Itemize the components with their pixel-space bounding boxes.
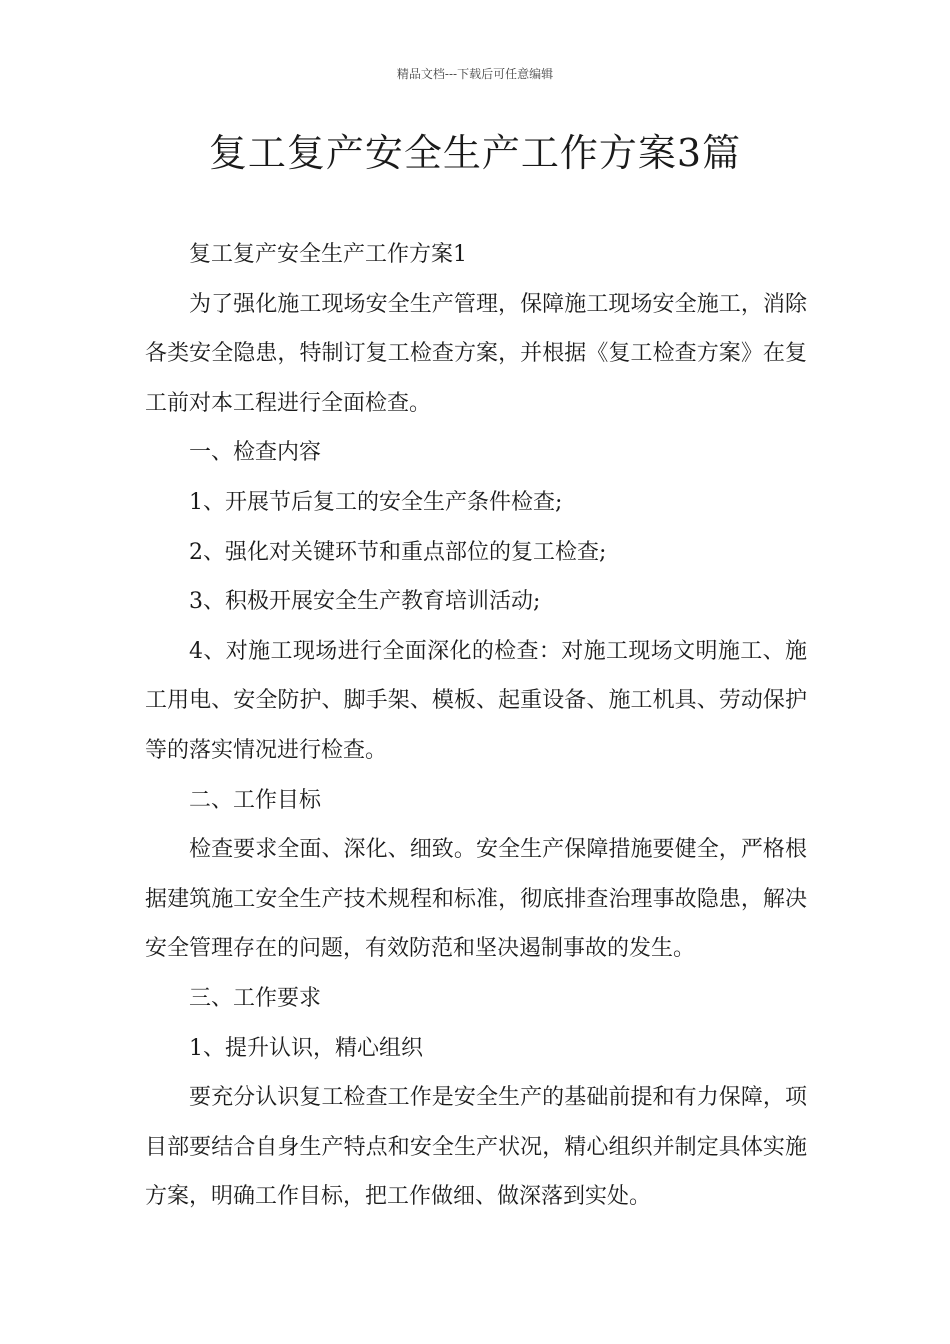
intro-paragraph: 为了强化施工现场安全生产管理，保障施工现场安全施工，消除各类安全隐患，特制订复工检查方案，并根据《复工检查方案》在复工前对本工程进行全面检查。 [145,291,807,416]
list-item: 4、对施工现场进行全面深化的检查：对施工现场文明施工、施工用电、安全防护、脚手架、模板、起重设备、施工机具、劳动保护等的落实情况进行检查。 [145,638,807,763]
list-item: 2、强化对关键环节和重点部位的复工检查; [189,539,607,565]
section-subtitle: 复工复产安全生产工作方案1 [189,242,467,267]
section-heading-inspection: 一、检查内容 [189,440,322,466]
document-body [145,230,807,1222]
requirement-paragraph: 要充分认识复工检查工作是安全生产的基础前提和有力保障，项目部要结合自身生产特点和安全生产状况，精心组织并制定具体实施方案，明确工作目标，把工作做细、做深落到实处。 [145,1085,807,1210]
list-item: 3、积极开展安全生产教育培训活动; [189,589,541,615]
header-note: 精品文档---下载后可任意编辑 [396,67,554,81]
requirement-heading: 1、提升认识，精心组织 [189,1035,423,1061]
section-heading-requirements: 三、工作要求 [189,985,322,1011]
goals-paragraph: 检查要求全面、深化、细致。安全生产保障措施要健全，严格根据建筑施工安全生产技术规程和标准，彻底排查治理事故隐患，解决安全管理存在的问题，有效防范和坚决遏制事故的发生。 [145,837,807,962]
document-title: 复工复产安全生产工作方案3篇 [208,131,742,175]
section-heading-goals: 二、工作目标 [189,787,322,813]
list-item: 1、开展节后复工的安全生产条件检查; [189,489,563,515]
